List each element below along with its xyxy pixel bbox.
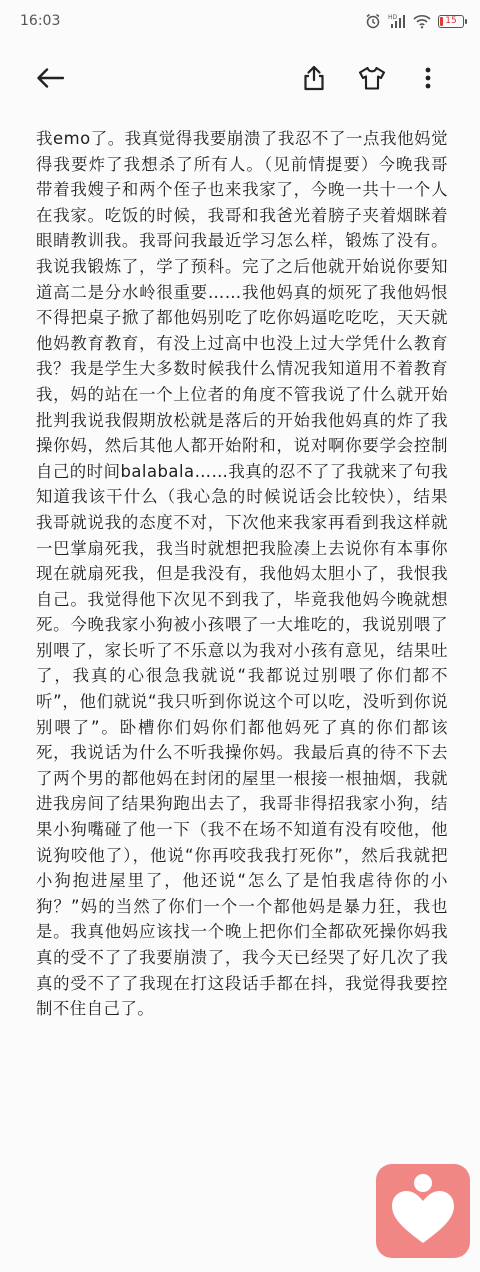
more-vertical-icon [425,67,431,93]
svg-text:HD: HD [388,14,398,21]
share-button[interactable] [294,52,334,108]
battery-level: 15 [445,15,457,26]
status-icons [365,13,464,29]
battery-icon [438,15,464,28]
article-body: 我emo了。我真觉得我要崩溃了我忍不了一点我他妈觉得我要炸了我想杀了所有人。（见前情提要）今晚我哥带着我嫂子和两个侄子也来我家了，今晚一共十一个人在我家。吃饭的时候，我哥和我爸光着膀子夹着烟眯着眼睛教训我。我哥问我最近学习怎么样，锻炼了没有。我说我锻炼了，学了预科。完了之后他就开始说你要知道高二是分水岭很重要……我他妈真的烦死了我他妈恨不得把桌子掀了都他妈别吃了吃你妈逼吃吃吃，天天就他妈教育教育，有没上过高中也没上过大学凭什么教育我？我是学生大多数时候我什么情况我知道用不着教育我，妈的站在一个上位者的角度不管我说了什么就开始批判我说我假期放松就是落后的开始我他妈真的炸了我操你妈，然后其他人都开始附和，说对啊你要学会控制自己的时间balabala……我真的忍不了了我就来了句我知道我该干什么（我心急的时候说话会比较快），结果我哥就说我的态度不对，下次他来我家再看到我这样就一巴掌扇死我，我当时就想把我脸凑上去说你有本事你现在就扇死我，但是我没有，我他妈太胆小了，我恨我自己。我觉得他下次见不到我了，毕竟我他妈今晚就想死。今晚我家小狗被小孩喂了一大堆吃的，我说别喂了别喂了，家长听了不乐意以为我对小孩有意见，结果吐了，我真的心很急我就说“我都说过别喂了你们都不听”，他们就说“我只听到你说这个可以吃，没听到你说别喂了”。卧槽你们妈你们都他妈死了真的你们都该死，我说话为什么不听我操你妈。我最后真的待不下去了两个男的都他妈在封闭的屋里一根接一根抽烟，我就进我房间了结果狗跑出去了，我哥非得招我家小狗，结果小狗嘴碰了他一下（我不在场不知道有没有咬他，他说狗咬他了），他说“你再咬我我打死你”，然后我就把小狗抱进屋里了，他还说“怎么了是怕我虐待你的小狗？”妈的当然了你们一个一个都他妈是暴力狂，我也是。我真他妈应该找一个晚上把你们全都砍死操你妈我真的受不了了我要崩溃了，我今天已经哭了好几次了我真的受不了了我现在打这段话手都在抖，我觉得我要控制不住自己了。 [36,129,448,1019]
wifi-icon [413,14,431,29]
floating-heart-button[interactable] [376,1164,470,1258]
tshirt-icon [358,66,386,94]
more-button[interactable] [408,52,448,108]
heart-person-icon [387,1171,459,1251]
share-icon [302,65,326,95]
toolbar [0,52,480,108]
status-bar [0,0,480,42]
back-button[interactable] [30,52,70,108]
back-arrow-icon [36,68,64,92]
alarm-icon [365,13,381,29]
hd-signal-icon [388,13,406,29]
status-time: 16:03 [20,13,61,29]
theme-button[interactable] [352,52,392,108]
